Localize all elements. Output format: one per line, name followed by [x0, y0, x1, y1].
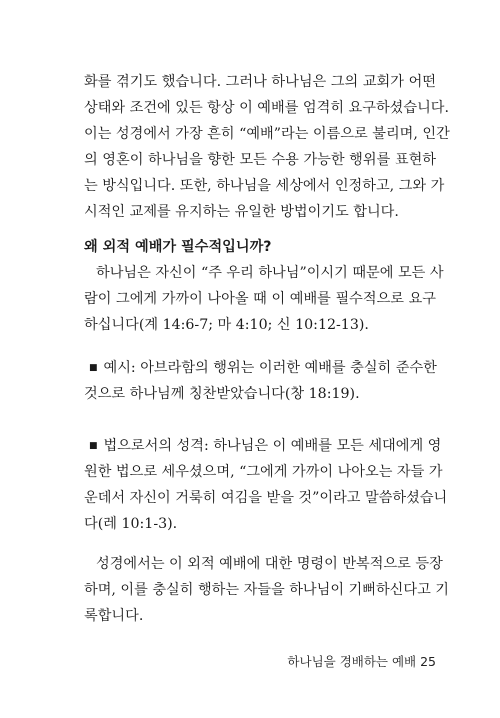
paragraph-line: 하며, 이를 충실히 행하는 자들을 하나님이 기뻐하신다고 기 [84, 582, 450, 598]
bullet-line: 운데서 자신이 거룩히 여김을 받을 것”이라고 말씀하셨습니 [84, 490, 448, 506]
paragraph-line: 하나님은 자신이 “주 우리 하나님”이시기 때문에 모든 사 [96, 265, 444, 281]
bullet-line: 것으로 하나님께 칭찬받았습니다(창 18:19). [84, 386, 360, 402]
bullet-line: 원한 법으로 세우셨으며, “그에게 가까이 나아오는 자들 가 [84, 464, 443, 480]
paragraph-line: 상태와 조건에 있든 항상 이 예배를 엄격히 요구하셨습니다. [84, 100, 450, 116]
bullet-line: 다(레 10:1-3). [84, 516, 178, 532]
paragraph-line: 는 방식입니다. 또한, 하나님을 세상에서 인정하고, 그와 가 [84, 178, 445, 194]
bullet-line: 예시: 아브라함의 행위는 이러한 예배를 충실히 준수한 [103, 360, 437, 376]
paragraph-line: 이는 성경에서 가장 흔히 “예배”라는 이름으로 불리며, 인간 [84, 126, 450, 142]
bullet-square-icon: ■ [89, 441, 98, 451]
paragraph-line: 하십니다(계 14:6-7; 마 4:10; 신 10:12-13). [84, 317, 369, 333]
paragraph-line: 성경에서는 이 외적 예배에 대한 명령이 반복적으로 등장 [96, 556, 443, 572]
bullet-item-law [89, 436, 442, 456]
paragraph-line: 의 영혼이 하나님을 향한 모든 수용 가능한 행위를 표현하 [84, 152, 436, 168]
paragraph-line: 화를 겪기도 했습니다. 그러나 하나님은 그의 교회가 어떤 [84, 74, 436, 90]
paragraph-line: 록합니다. [84, 608, 144, 624]
section-heading: 왜 외적 예배가 필수적입니까? [84, 239, 272, 255]
paragraph-line: 시적인 교제를 유지하는 유일한 방법이기도 합니다. [84, 204, 399, 220]
bullet-line: 법으로서의 성격: 하나님은 이 예배를 모든 세대에게 영 [103, 438, 442, 454]
bullet-item-example [89, 358, 436, 378]
page-footer: 하나님을 경배하는 예배 25 [287, 654, 436, 669]
bullet-square-icon: ■ [89, 363, 98, 373]
paragraph-line: 람이 그에게 가까이 나아올 때 이 예배를 필수적으로 요구 [84, 291, 436, 307]
